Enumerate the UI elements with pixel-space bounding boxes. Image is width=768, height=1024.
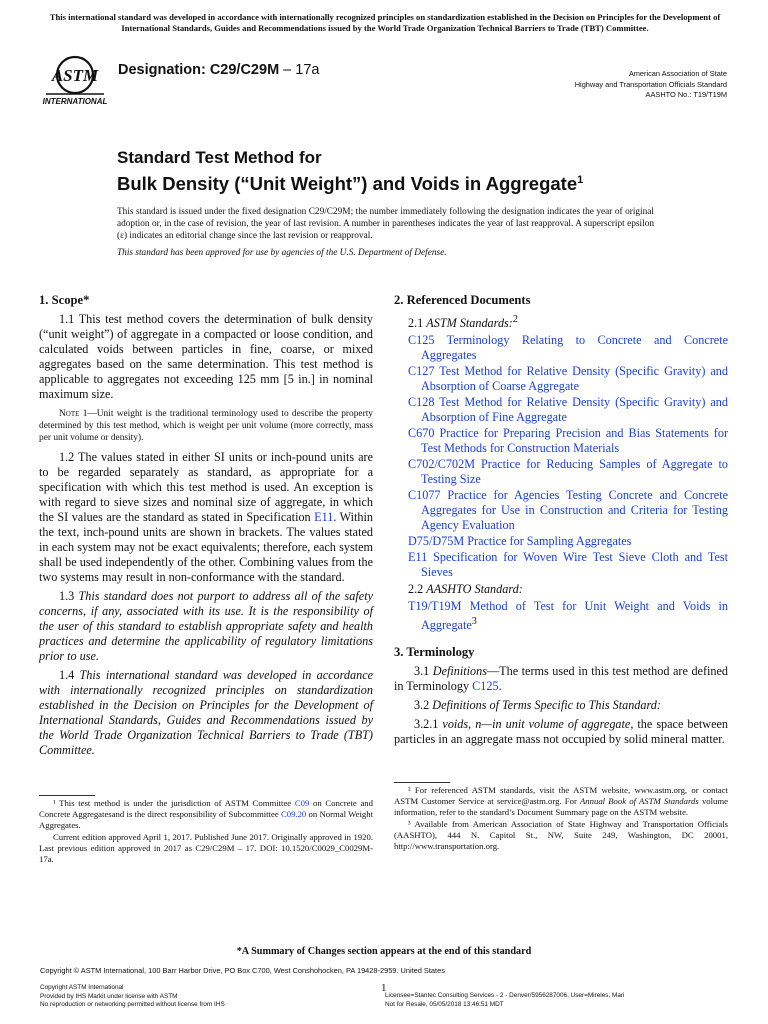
paragraph-number: 1.3 — [59, 589, 79, 603]
license-line: Copyright ASTM International — [40, 984, 124, 991]
ref-title[interactable]: Test Method for Relative Density (Specific Gravity) and Absorption of Fine Aggregate — [421, 395, 728, 425]
term-definition-label: voids, n—in unit volume of aggregate — [442, 717, 631, 732]
ref-link[interactable]: E11 — [408, 550, 428, 565]
note-text: 1—Unit weight is the traditional terminology used to describe the property determined by this test method, which is weight per unit volume (more correctly, mass per unit volume or density). — [39, 409, 373, 443]
aashto-line: American Association of State — [628, 69, 727, 78]
designation — [118, 62, 319, 78]
title-text: Bulk Density (“Unit Weight”) and Voids in Aggregate — [117, 173, 578, 195]
title-line-2 — [117, 168, 583, 196]
footnotes-right — [394, 785, 728, 853]
reference-item — [394, 534, 728, 549]
subsection-number: 2.1 — [408, 316, 427, 331]
ref-link-c09[interactable]: C09 — [294, 798, 310, 808]
safety-statement: This standard does not purport to address all of the safety concerns, if any, associated with its use. It is the responsibility of the user of this standard to establish appropriate safety and health practices and determine the applicability of regulatory limitations prior to use. — [39, 589, 373, 663]
ref-title[interactable]: Method of Test for Unit Weight and Voids in Aggregate — [421, 599, 728, 633]
reference-item — [394, 364, 728, 394]
section-heading-scope: 1. Scope* — [39, 293, 90, 307]
astm-standards-heading — [394, 312, 728, 331]
page-number: 1 — [381, 982, 387, 994]
copyright-line: Copyright © ASTM International, 100 Barr Harbor Drive, PO Box C700, West Conshohocken, PA 19428-2959. United States — [40, 966, 445, 975]
ref-link-e11[interactable]: E11 — [314, 510, 334, 524]
term-label: Definitions of Terms Specific to This Standard: — [432, 698, 661, 713]
paragraph-text-end: . — [498, 679, 502, 694]
issue-statement: This standard is issued under the fixed designation C29/C29M; the number immediately following the designation indicates the year of original adoption or, in the case of revision, the year of last revision. A number in parentheses indicates the year of last reapproval. A superscript epsilon (ε) indicates an editorial change since the last revision or reapproval. — [117, 207, 654, 241]
paragraph-1-3 — [39, 589, 373, 664]
footnote-text: ¹ This test method is under the jurisdiction of ASTM Committee — [53, 798, 295, 808]
ref-link[interactable]: C125 — [408, 333, 435, 348]
ref-link[interactable]: D75/D75M — [408, 534, 465, 549]
footnote-2 — [394, 785, 728, 818]
aashto-standard-heading — [394, 582, 728, 597]
reference-item — [394, 333, 728, 363]
subsection-number: 2.2 — [408, 582, 427, 597]
aashto-number: AASHTO No.: T19/T19M — [645, 90, 727, 99]
ref-title[interactable]: Practice for Sampling Aggregates — [464, 534, 632, 549]
title-footnote-marker[interactable]: 1 — [577, 174, 584, 186]
logo-subtext: INTERNATIONAL — [42, 97, 108, 106]
reference-item — [394, 395, 728, 425]
ref-link[interactable]: C670 — [408, 426, 435, 441]
paragraph-number: 1.4 — [59, 668, 80, 682]
paragraph-number: 3.1 — [414, 664, 433, 679]
ref-title[interactable]: Specification for Woven Wire Test Sieve Cloth and Test Sieves — [421, 550, 728, 580]
footnote-text: on Concrete and Concrete Aggregatesand is the direct responsibility of Subcommittee — [39, 798, 373, 819]
ref-title[interactable]: Terminology Relating to Concrete and Concrete Aggregates — [421, 333, 728, 363]
note-1 — [39, 408, 373, 444]
subsection-title: AASHTO Standard: — [426, 582, 523, 597]
ref-title[interactable]: Practice for Preparing Precision and Bias Statements for Test Methods for Construction Materials — [421, 426, 728, 456]
reference-item — [394, 426, 728, 456]
reference-item — [394, 488, 728, 533]
aashto-line: Highway and Transportation Officials Standard — [574, 79, 727, 89]
term-label: Definitions — [432, 664, 487, 679]
note-label: Note — [59, 409, 80, 419]
reference-item-aashto — [394, 599, 728, 633]
subsection-title: ASTM Standards: — [426, 316, 513, 331]
ref-link-c0920[interactable]: C09.20 — [280, 809, 307, 819]
reference-item — [394, 550, 728, 580]
designation-label: Designation: C29/C29M — [118, 62, 280, 78]
right-column — [394, 293, 728, 751]
paragraph-1-4 — [39, 668, 373, 758]
footnote-text: volume information, refer to the standard’s Document Summary page on the ASTM website. — [394, 796, 729, 817]
ref-link[interactable]: C1077 — [408, 488, 441, 503]
license-line: Provided by IHS Markit under license with ASTM — [40, 992, 178, 1000]
license-left — [40, 984, 225, 1010]
footnote-rule — [394, 782, 450, 783]
paragraph-1-2-text-cont: . Within the text, inch-pound units are shown in brackets. The values stated in each system may not be exact equivalents; therefore, each system shall be used independently of the other. Combining values from the two systems may result in non-conformance with the standard. — [39, 510, 374, 584]
ref-link[interactable]: C128 — [408, 395, 435, 410]
footnote-3: ³ Available from American Association of State Highway and Transportation Officials (AASHTO), 444 N. Capitol St., NW, Suite 249, Washington, DC 20001, http://www.transportation.org. — [394, 819, 728, 851]
ref-link[interactable]: C702/C702M — [408, 457, 476, 472]
paragraph-number: 3.2 — [414, 698, 433, 713]
reference-item — [394, 457, 728, 487]
footnote-text: on Normal Weight Aggregates. — [39, 809, 373, 830]
paragraph-text: —The terms used in this test method are defined in Terminology — [394, 664, 728, 694]
title-line-1: Standard Test Method for — [117, 148, 322, 167]
tbt-notice: This international standard was developed in accordance with internationally recognized principles on standardization established in the Decision on Principles for the Development of International Standards, Guides and Recommendations issued by the World Trade Organization Technical Barriers to Trade (TBT) Committee. — [49, 12, 721, 33]
paragraph-3-2-1 — [394, 717, 728, 747]
dod-approval: This standard has been approved for use by agencies of the U.S. Department of Defense. — [117, 248, 447, 258]
footnote-1 — [39, 798, 373, 831]
ref-title[interactable]: Test Method for Relative Density (Specific Gravity) and Absorption of Coarse Aggregate — [421, 364, 728, 394]
logo-text: ASTM — [51, 66, 99, 85]
aashto-block — [575, 69, 727, 101]
summary-of-changes-note: *A Summary of Changes section appears at the end of this standard — [236, 946, 532, 957]
left-column — [39, 293, 373, 762]
license-line: Licensee=Stantec Consulting Services - 2 - Denver/5956287006, User=Mireles, Mari — [385, 992, 625, 999]
license-right — [385, 992, 624, 1009]
paragraph-3-1 — [394, 664, 728, 694]
tbt-statement: This international standard was developed in accordance with internationally recognized principles on standardization established in the Decision on Principles for the Development of International Standards, Guides and Recommendations issued by the World Trade Organization Technical Barriers to Trade (TBT) Committee. — [39, 668, 374, 757]
term-definition: , the space between particles in an aggregate mass not occupied by solid mineral matter. — [394, 717, 729, 747]
footnote-1-edition: Current edition approved April 1, 2017. Published June 2017. Originally approved in 1920. Last previous edition approved in 2017 as C29/C29M – 17. DOI: 10.1520/C0029_C0029M-17a. — [39, 832, 373, 864]
paragraph-1-2 — [39, 450, 373, 585]
ref-title[interactable]: Practice for Agencies Testing Concrete and Concrete Aggregates for Use in Construction and Criteria for Testing Agency Evaluation — [421, 488, 728, 533]
ref-link[interactable]: C127 — [408, 364, 435, 379]
document-title — [117, 148, 583, 196]
section-heading-referenced-documents: 2. Referenced Documents — [394, 293, 531, 307]
ref-link[interactable]: T19/T19M — [408, 599, 462, 614]
section-heading-terminology: 3. Terminology — [394, 645, 475, 660]
license-line: No reproduction or networking permitted without license from IHS — [40, 1001, 225, 1008]
ref-link-c125[interactable]: C125 — [472, 679, 499, 694]
ref-title[interactable]: Practice for Reducing Samples of Aggregate to Testing Size — [421, 457, 728, 487]
license-line: Not for Resale, 05/05/2018 13:46:51 MDT — [385, 1000, 504, 1008]
paragraph-number: 3.2.1 — [414, 717, 443, 732]
paragraph-1-1: 1.1 This test method covers the determination of bulk density (“unit weight”) of aggregate in a compacted or loose condition, and calculated voids between particles in fine, coarse, or mixed aggregates based on the same determination. This test method is applicable to aggregates not exceeding 125 mm [5 in.] in nominal maximum size. — [39, 312, 373, 401]
footnote-rule — [39, 795, 95, 796]
astm-logo — [38, 54, 112, 108]
footnote-text: ² For referenced ASTM standards, visit the ASTM website, www.astm.org, or contact ASTM Customer Service at service@astm.org. For — [394, 785, 728, 806]
footnote-marker-2[interactable]: 2 — [512, 314, 518, 325]
footnotes-left — [39, 798, 373, 866]
designation-revision: – 17a — [279, 62, 320, 78]
footnote-book-title: Annual Book of ASTM Standards — [580, 796, 699, 806]
paragraph-3-2 — [394, 698, 728, 713]
paragraph-1-2-text: 1.2 The values stated in either SI units or inch-pound units are to be regarded separately as standard, as appropriate for a specification with which this test method is used. An exception is with regard to sieve sizes and nominal size of aggregate, in which the SI values are the standard as stated in Specification — [39, 450, 373, 524]
footnote-marker-3[interactable]: 3 — [471, 616, 477, 628]
